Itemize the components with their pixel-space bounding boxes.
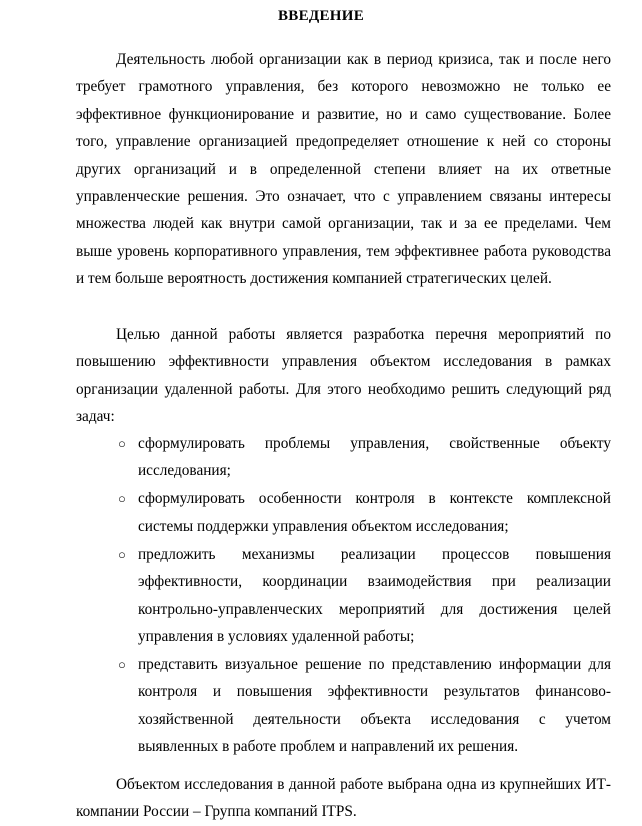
paragraph-intro: Деятельность любой организации как в период кризиса, так и после него требует грамотного управления, без которого невозможно не только ее эффективное функционирование и развитие, но и само существование. Более того, управление организацией предопределяет отношение к ней со стороны других организаций и в определенной степени влияет на их ответные управленческие решения. Это означает, что с управлением связаны интересы множества людей как внутри самой организации, так и за ее пределами. Чем выше уровень корпоративного управления, тем эффективнее работа руководства и тем больше вероятность достижения компанией стратегических целей. bbox=[76, 51, 611, 288]
section-title: ВВЕДЕНИЕ bbox=[277, 8, 365, 24]
bullet-circle-icon: ○ bbox=[118, 491, 126, 507]
task-text: предложить механизмы реализации процессов повышения эффективности, координации взаимодействия при реализации контрольно-управленческих мероприятий для достижения целей управления в условиях удаленной работы; bbox=[138, 545, 611, 646]
task-list bbox=[118, 430, 611, 761]
bullet-circle-icon: ○ bbox=[118, 436, 126, 451]
task-text: представить визуальное решение по представлению информации для контроля и повышения эффективности результатов финансово-хозяйственной деятельности объекта исследования с учетом выявленных в работе проблем и направлений их решения. bbox=[138, 656, 611, 756]
list-item bbox=[118, 651, 611, 761]
bullet-circle-icon: ○ bbox=[118, 657, 126, 673]
bullet-circle-icon: ○ bbox=[118, 546, 126, 562]
list-item bbox=[118, 430, 611, 485]
task-text: сформулировать особенности контроля в контексте комплексной системы поддержки управления объектом исследования; bbox=[138, 490, 611, 535]
paragraph-goal: Целью данной работы является разработка перечня мероприятий по повышению эффективности управления объектом исследования в рамках организации удаленной работы. Для этого необходимо решить следующий ряд задач: bbox=[76, 326, 611, 426]
paragraph-object: Объектом исследования в данной работе выбрана одна из крупнейших ИТ-компании России – Группа компаний ITPS. bbox=[76, 776, 611, 821]
list-item bbox=[118, 541, 611, 651]
list-item bbox=[118, 485, 611, 540]
task-text: сформулировать проблемы управления, свойственные объекту исследования; bbox=[138, 435, 611, 480]
